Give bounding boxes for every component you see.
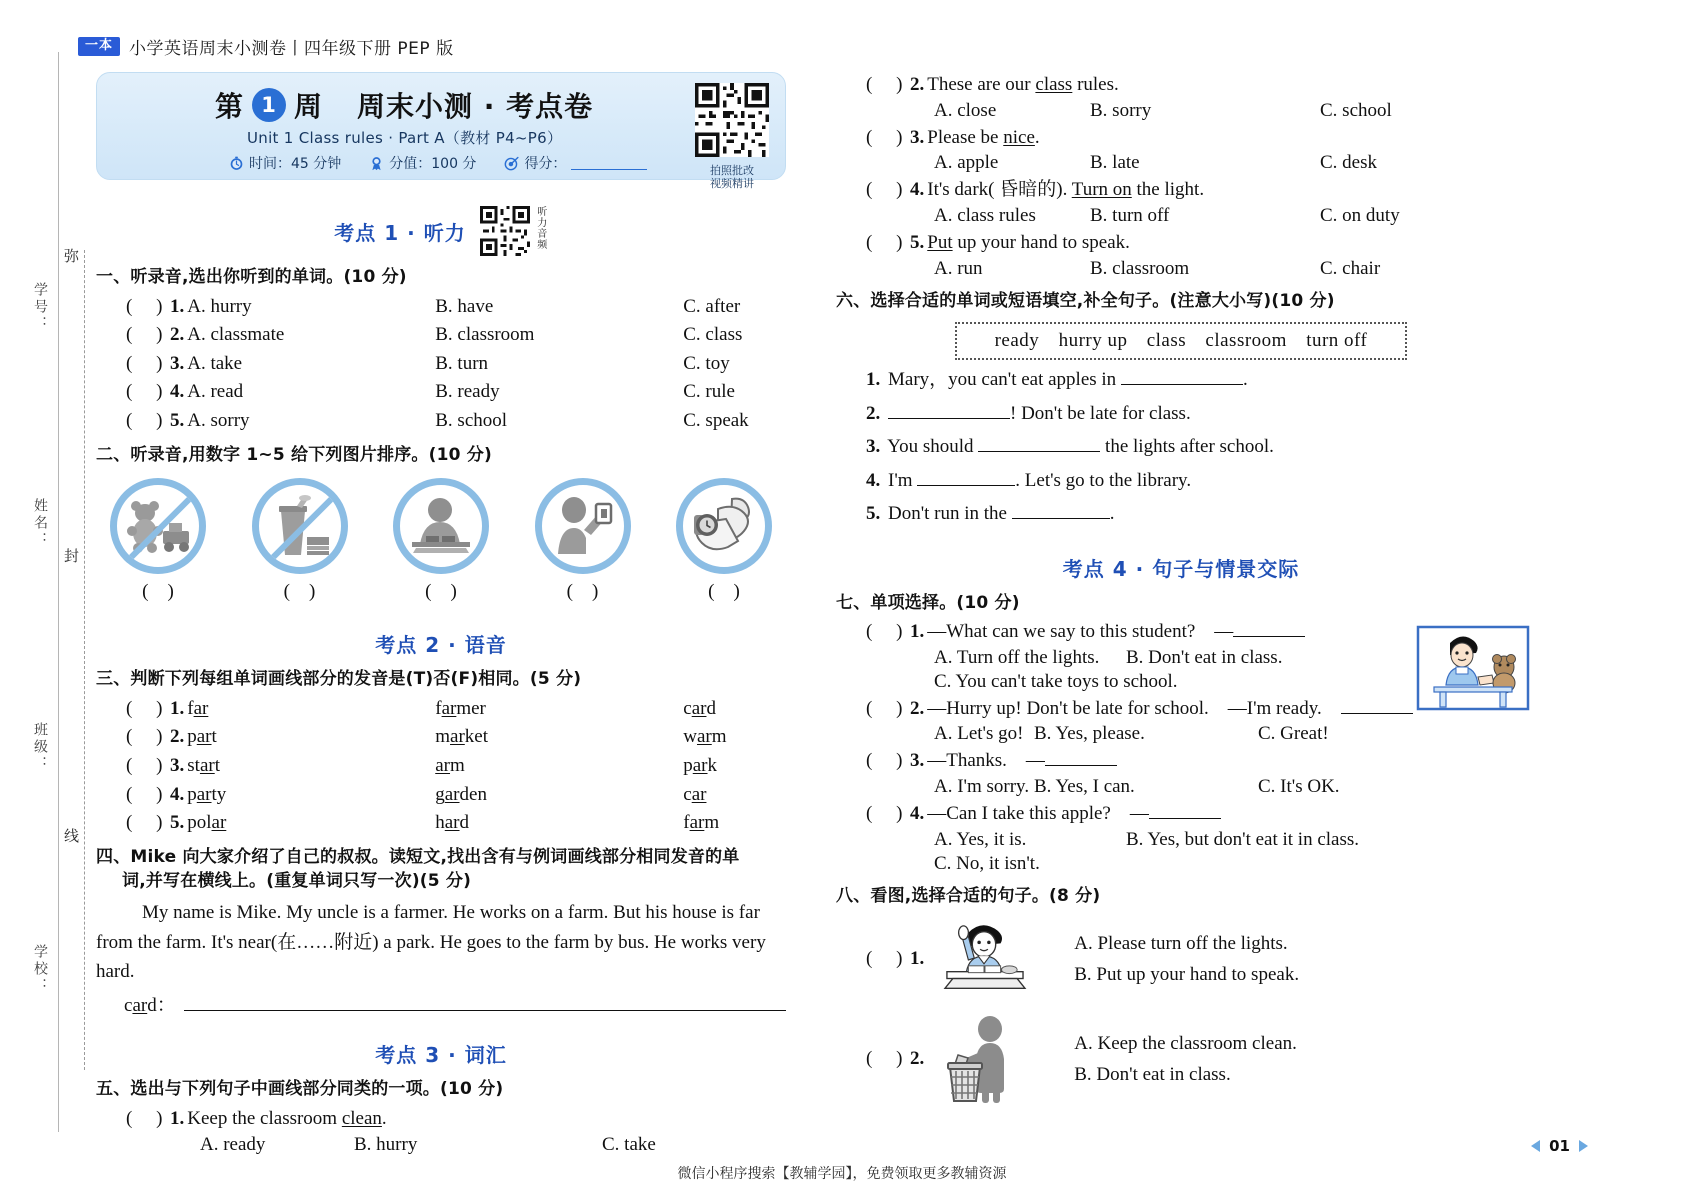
item-number: 5. [170,812,185,834]
exercise-7-list [836,619,1526,875]
item-number: 5. [910,231,925,253]
listening-qr-caption: 听力音频 [534,206,546,250]
footer-note: 微信小程序搜索【教辅学园】，免费领取更多教辅资源 [677,1166,1007,1182]
question-stem: —Thanks. — [927,748,1526,774]
exercise-4-answer-row[interactable] [96,990,786,1017]
fill-pre: You should [887,436,979,458]
no-toys-icon [110,478,206,574]
answer-blank[interactable] [1341,699,1413,714]
banner-subtitle: Unit 1 Class rules · Part A（教材 P4~P6） [247,129,563,147]
picture-cell [668,478,780,603]
mark-label: 得分： [524,156,567,172]
exercise-4-instruction-line1: 四、Mike 向大家介绍了自己的叔叔。读短文,找出含有与例词画线部分相同发音的单 [96,846,740,867]
item-number: 3. [866,436,881,458]
option-row [836,853,1526,875]
page-number: 01 [1549,1137,1570,1155]
question-stem: Keep the classroom clean. [187,1107,387,1129]
fill-blank[interactable] [1012,504,1110,519]
list-item[interactable] [96,696,786,722]
option-b[interactable]: B. Don't eat in class. [1074,1064,1231,1086]
banner-qr-block [695,83,769,190]
word-bank-item[interactable]: class [1146,330,1187,352]
page-number-block [1531,1137,1588,1155]
publisher-logo: 一本 [78,37,120,56]
fill-pre: Don't run in the [888,503,1012,525]
workbook-title: 小学英语周末小测卷丨四年级下册 PEP 版 [129,39,454,59]
fill-post: . [1109,503,1115,525]
list-item [836,500,1526,529]
option-a[interactable]: A. close [934,99,997,121]
score-blank[interactable] [571,157,647,170]
list-item [836,366,1526,395]
exercise-4-instruction [96,845,786,893]
answer-bracket[interactable]: ( ) [126,812,163,834]
answer-bracket[interactable]: ( ) [126,697,163,719]
field-class: 班级： [32,722,48,773]
item-number: 5. [170,410,185,432]
list-item[interactable] [836,801,1526,827]
option-b[interactable]: B. sorry [1090,99,1152,121]
answer-blank[interactable] [1233,622,1305,637]
list-item [836,400,1526,429]
exercise-2-pictures [102,478,780,603]
section-header-sentences [836,553,1526,582]
question-stem: —Hurry up! Don't be late for school. —I'm ready. [927,696,1526,722]
fill-post: . [1242,369,1248,391]
answer-bracket[interactable]: ( ) [425,581,457,603]
question-stem: Please be nice. [927,126,1040,148]
word-3: card [683,697,716,719]
word-2: arm [435,754,465,776]
option-a[interactable]: A. read [187,381,244,403]
section-title-k1: 考点 1 · 听力 [334,220,466,245]
option-b[interactable]: B. Yes, please. [1034,723,1145,745]
word-3: farm [683,812,720,834]
question-stem: Put up your hand to speak. [927,231,1130,253]
item-number: 2. [910,74,925,95]
fill-post: the lights after school. [1100,436,1274,458]
answer-bracket[interactable]: ( ) [866,126,903,148]
item-number: 4. [170,381,185,403]
word-1: part [187,726,217,748]
list-item[interactable] [96,294,786,320]
option-b[interactable]: B. Yes, but don't eat it in class. [1126,828,1360,850]
answer-label: card： [124,995,176,1017]
answer-bracket[interactable]: ( ) [866,802,903,824]
exercise-2-instruction: 二、听录音,用数字 1~5 给下列图片排序。(10 分) [96,444,492,465]
option-c[interactable]: C. rule [683,381,735,403]
option-group [1074,1028,1297,1091]
word-1: far [187,697,209,719]
fill-blank[interactable] [1121,370,1243,385]
exercise-3-instruction: 三、判断下列每组单词画线部分的发音是(T)否(F)相同。(5 分) [96,669,582,690]
option-b[interactable]: B. ready [435,381,500,403]
answer-bracket[interactable]: ( ) [866,750,903,772]
picture-cell [527,478,639,603]
option-b[interactable]: B. classroom [435,324,535,346]
margin-rule-dashed [84,250,85,1070]
list-item[interactable] [96,379,786,405]
option-a[interactable]: A. run [934,257,983,279]
score-meta [369,153,476,173]
fill-pre: I'm [888,469,918,491]
picture-cell [385,478,497,603]
question-stem: —What can we say to this student? — [927,619,1526,645]
option-a[interactable]: A. I'm sorry. [934,775,1030,797]
item-number: 1. [910,621,925,643]
item-number: 2. [170,726,185,748]
boy-raising-hand-icon [928,919,1040,999]
option-c[interactable]: C. school [1320,99,1392,121]
reading-icon [393,478,489,574]
banner-suffix: 周 [294,90,324,123]
item-number: 1. [866,369,881,391]
word-2: market [435,726,489,748]
exercise-6-list [836,366,1526,529]
option-row [836,152,1526,174]
item-number: 2. [910,697,925,719]
option-c[interactable]: C. It's OK. [1258,775,1340,797]
field-name: 姓名： [32,498,48,549]
item-number: 2. [170,324,185,346]
option-a[interactable]: A. sorry [187,410,250,432]
option-c[interactable]: C. desk [1320,152,1377,174]
section-header-phonics [96,629,786,658]
target-icon [504,156,519,171]
list-item [836,433,1526,462]
word-3: park [683,754,718,776]
fill-blank[interactable] [917,471,1015,486]
item-number: 4. [170,783,185,805]
ribbon-icon [369,156,384,171]
field-school: 学校： [32,944,48,995]
option-b[interactable]: B. have [435,295,494,317]
listening-qr-block [480,206,548,256]
exercise-3-list [96,696,786,836]
option-row [836,258,1526,280]
list-item[interactable] [836,1013,1526,1105]
option-a[interactable]: A. class rules [934,204,1036,226]
exercise-6-instruction: 六、选择合适的单词或短语填空,补全句子。(注意大小写)(10 分) [836,290,1335,311]
list-item[interactable] [96,810,786,836]
option-row [836,100,1526,122]
seal-mark-1: 弥 [62,248,80,269]
right-column [836,0,1526,1105]
answer-bracket[interactable]: ( ) [708,581,740,603]
option-b[interactable]: B. turn [435,352,489,374]
next-page-icon[interactable] [1579,1140,1588,1152]
banner-main-title: 周末小测 · 考点卷 [357,90,594,123]
word-bank-item[interactable]: turn off [1306,330,1368,352]
margin-rule-outer [58,52,59,1132]
option-c[interactable]: C. speak [683,410,749,432]
exercise-1-instruction: 一、听录音,选出你听到的单词。(10 分) [96,267,407,287]
clock-icon [229,156,244,171]
answer-bracket[interactable]: ( ) [142,581,174,603]
option-c[interactable]: C. No, it isn't. [934,852,1040,874]
exercise-1-list [96,294,786,434]
list-item[interactable] [96,351,786,377]
question-stem: These are our class rules. [927,74,1119,95]
option-b[interactable]: B. Don't eat in class. [1126,646,1283,668]
question-stem: It's dark( 昏暗的). Turn on the light. [927,179,1205,201]
exercise-5-continued [836,72,1526,280]
option-b[interactable]: B. school [435,410,508,432]
light-switch-icon [535,478,631,574]
answer-bracket[interactable]: ( ) [866,179,903,201]
list-item[interactable] [96,322,786,348]
watch-time-icon [676,478,772,574]
option-b[interactable]: B. Put up your hand to speak. [1074,964,1300,986]
no-drink-icon [252,478,348,574]
item-number: 4. [910,802,925,824]
option-b[interactable]: B. late [1090,152,1140,174]
list-item[interactable] [96,408,786,434]
option-a[interactable]: A. take [187,352,243,374]
answer-bracket[interactable]: ( ) [866,697,903,719]
answer-bracket[interactable]: ( ) [126,324,163,346]
option-c[interactable]: C. toy [683,352,730,374]
section-header-listening [96,206,786,256]
option-row [836,205,1526,227]
list-item[interactable] [836,177,1526,203]
option-row [836,829,1526,851]
option-row [96,1134,786,1156]
option-a[interactable]: A. Keep the classroom clean. [1074,1032,1297,1054]
word-1: party [187,783,227,805]
option-b[interactable]: B. hurry [354,1133,418,1155]
answer-bracket[interactable]: ( ) [866,231,903,253]
mark-meta [504,153,647,173]
answer-bracket[interactable]: ( ) [126,783,163,805]
word-1: polar [187,812,227,834]
prev-page-icon[interactable] [1531,1140,1540,1152]
answer-bracket[interactable]: ( ) [866,74,903,95]
answer-bracket[interactable]: ( ) [126,381,163,403]
seal-mark-2: 封 [62,548,80,569]
picture-cell [102,478,214,603]
list-item[interactable] [96,753,786,779]
fill-post: ! Don't be late for class. [1010,402,1191,424]
answer-bracket[interactable]: ( ) [126,295,163,317]
time-label: 时间：45 分钟 [249,156,342,172]
option-a[interactable]: A. Turn off the lights. [934,646,1100,668]
exercise-4-instruction-line2: 词,并写在横线上。(重复单词只写一次)(5 分) [122,871,472,892]
qr-code-grading[interactable] [695,83,769,157]
section-title-k3: 考点 3 · 词汇 [375,1043,507,1068]
picture-cell [244,478,356,603]
option-a[interactable]: A. Let's go! [934,723,1024,745]
option-c[interactable]: C. Great! [1258,723,1329,745]
word-3: warm [683,726,727,748]
fill-blank[interactable] [978,437,1100,452]
answer-bracket[interactable]: ( ) [283,581,316,603]
list-item[interactable] [96,724,786,750]
section-title-k4: 考点 4 · 句子与情景交际 [1062,556,1300,581]
option-a[interactable]: A. Yes, it is. [934,828,1027,850]
word-2: hard [435,812,470,834]
answer-line[interactable] [184,995,786,1011]
list-item [836,467,1526,496]
week-number-badge: 1 [252,88,286,122]
list-item[interactable] [836,125,1526,151]
answer-bracket[interactable]: ( ) [566,581,599,603]
exercise-8-instruction: 八、看图,选择合适的句子。(8 分) [836,885,1101,906]
qr-caption: 拍照批改 视频精讲 [710,164,754,190]
list-item[interactable] [836,919,1526,999]
item-number: 5. [866,503,881,525]
qr-code-audio[interactable] [480,206,530,256]
answer-blank[interactable] [1045,751,1117,766]
banner-title [215,85,593,125]
exercise-4-passage: My name is Mike. My uncle is a farmer. He works on a farm. But his house is far from the farm. It's near(在……附近) a park. He goes to the farm by bus. He works very hard. [96,902,766,983]
answer-bracket[interactable]: ( ) [866,621,903,643]
banner-meta [229,153,647,173]
option-c[interactable]: C. after [683,295,741,317]
item-number: 3. [910,750,925,772]
list-item[interactable] [836,748,1526,774]
fill-pre: Mary，you can't eat apples in [888,369,1121,391]
item-number: 1. [170,697,185,719]
word-2: garden [435,783,487,805]
option-a[interactable]: A. classmate [187,324,285,346]
section-header-vocab [96,1039,786,1068]
item-number: 1. [910,948,925,970]
left-column [96,0,786,1156]
option-row [836,723,1526,745]
fill-post: . Let's go to the library. [1015,469,1192,491]
item-number: 2. [910,1048,925,1070]
option-b[interactable]: B. turn off [1090,204,1170,226]
option-group [1074,928,1299,991]
list-item[interactable] [96,1106,786,1132]
option-c[interactable]: C. take [602,1133,656,1155]
exercise-7-instruction: 七、单项选择。(10 分) [836,592,1020,613]
word-bank [955,322,1407,360]
item-number: 2. [866,402,881,424]
list-item[interactable] [96,782,786,808]
option-a[interactable]: A. ready [200,1133,266,1155]
answer-bracket[interactable]: ( ) [126,352,163,374]
answer-blank[interactable] [1149,804,1221,819]
field-student-id: 学号： [32,282,48,333]
option-c[interactable]: C. You can't take toys to school. [934,670,1178,692]
item-number: 3. [170,352,185,374]
time-meta [229,153,341,173]
question-stem: —Can I take this apple? — [927,801,1526,827]
option-b[interactable]: B. classroom [1090,257,1190,279]
exercise-5-instruction: 五、选出与下列句子中画线部分同类的一项。(10 分) [96,1079,504,1100]
answer-bracket[interactable]: ( ) [126,1107,163,1129]
banner-prefix: 第 [215,90,245,123]
answer-bracket[interactable]: ( ) [866,1048,903,1070]
word-2: farmer [435,697,486,719]
boy-at-desk-illustration [1412,623,1532,713]
person-trash-icon [928,1013,1040,1105]
item-number: 4. [866,469,881,491]
word-3: car [683,783,707,805]
answer-bracket[interactable]: ( ) [126,754,163,776]
word-bank-item[interactable]: classroom [1205,330,1287,352]
option-row [836,776,1526,798]
option-a[interactable]: A. Please turn off the lights. [1074,932,1288,954]
word-bank-item[interactable]: hurry up [1058,330,1128,352]
option-a[interactable]: A. apple [934,152,999,174]
list-item[interactable] [836,72,1526,98]
option-c[interactable]: C. chair [1320,257,1381,279]
seal-mark-3: 线 [62,828,80,849]
item-number: 1. [170,295,185,317]
option-c[interactable]: C. on duty [1320,204,1400,226]
list-item[interactable] [836,230,1526,256]
answer-bracket[interactable]: ( ) [126,410,163,432]
item-number: 4. [910,179,925,201]
option-a[interactable]: A. hurry [187,295,252,317]
option-b[interactable]: B. Yes, I can. [1034,775,1135,797]
answer-bracket[interactable]: ( ) [866,948,903,970]
item-number: 3. [910,126,925,148]
item-number: 1. [170,1107,185,1129]
section-title-k2: 考点 2 · 语音 [375,633,507,658]
option-c[interactable]: C. class [683,324,743,346]
exam-banner [96,72,786,190]
score-label: 分值：100 分 [389,156,477,172]
answer-bracket[interactable]: ( ) [126,726,163,748]
word-bank-item[interactable]: ready [994,330,1040,352]
fill-blank[interactable] [888,404,1010,419]
word-1: start [187,754,220,776]
item-number: 3. [170,754,185,776]
